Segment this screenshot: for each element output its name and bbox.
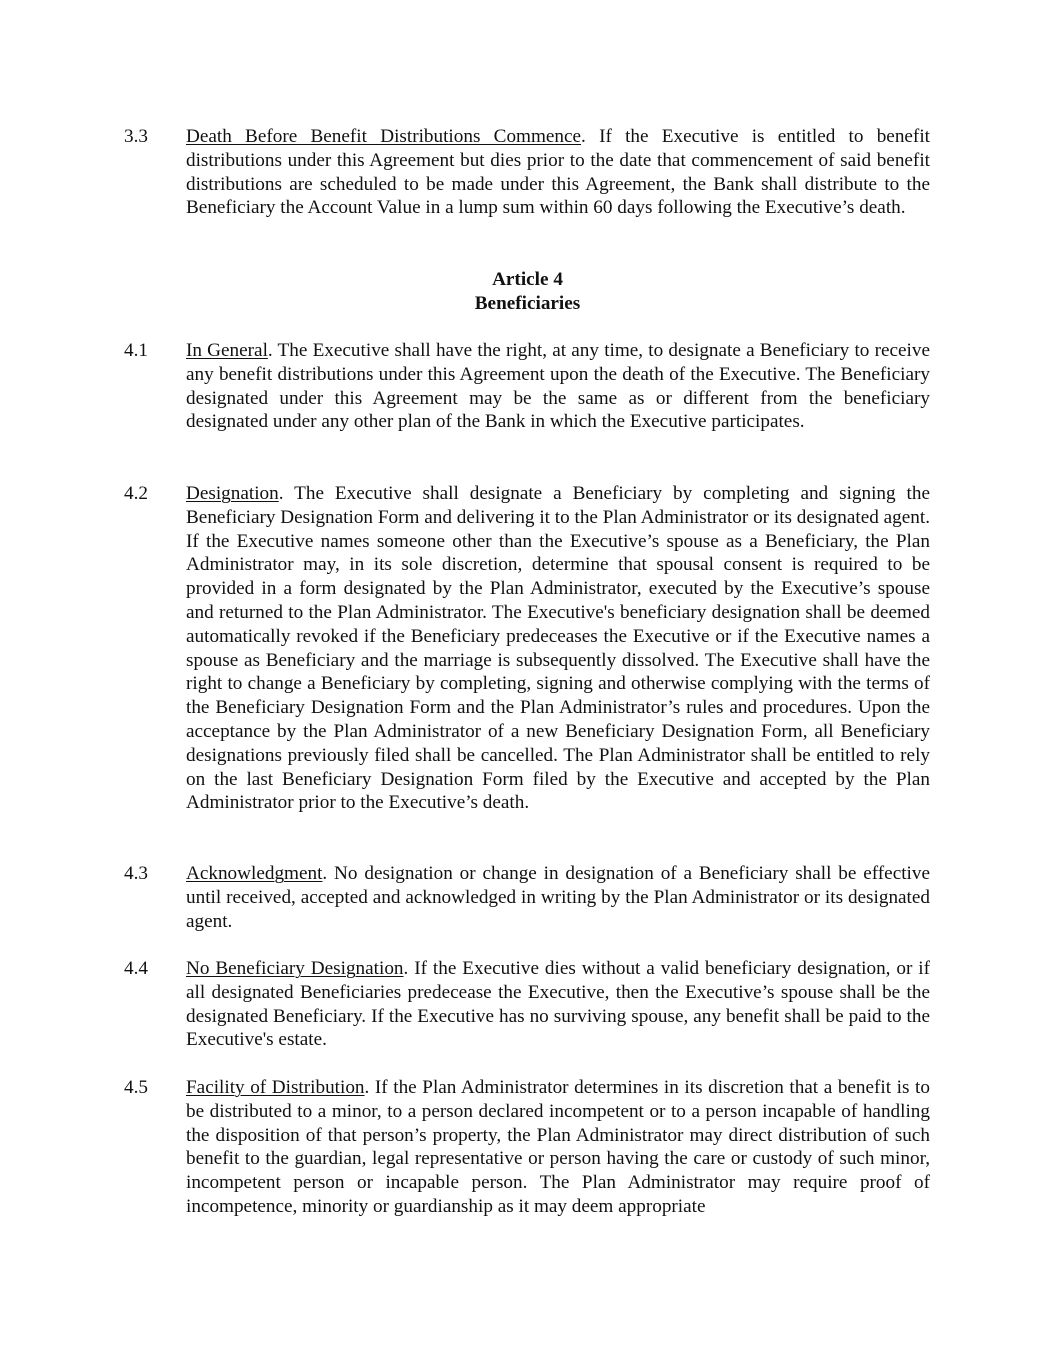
section-number: 4.2 — [124, 483, 148, 504]
section-body — [186, 339, 930, 434]
section-number: 3.3 — [124, 126, 148, 147]
section-number: 4.4 — [124, 958, 148, 979]
section-number: 4.3 — [124, 863, 148, 884]
section-text: . If the Executive is entitled to benefit distributions under this Agreement but dies prior to the date that commencement of said benefit distributions are scheduled to be made under this Agreement, the Bank shall distribute to the Beneficiary the Account Value in a lump sum within 60 days following the Executive’s death. — [186, 126, 930, 219]
section-text: . The Executive shall designate a Beneficiary by completing and signing the Beneficiary Designation Form and delivering it to the Plan Administrator or its designated agent. If the Executive names someone other than the Executive’s spouse as a Beneficiary, the Plan Administrator may, in its sole discretion, determine that spousal consent is required to be provided in a form designated by the Plan Administrator, executed by the Executive’s spouse and returned to the Plan Administrator. The Executive's beneficiary designation shall be deemed automatically revoked if the Beneficiary predeceases the Executive or if the Executive names a spouse as Beneficiary and the marriage is subsequently dissolved. The Executive shall have the right to change a Beneficiary by completing, signing and otherwise complying with the terms of the Beneficiary Designation Form and the Plan Administrator’s rules and procedures. Upon the acceptance by the Plan Administrator of a new Beneficiary Designation Form, all Beneficiary designations previously filed shall be cancelled. The Plan Administrator shall be entitled to rely on the last Beneficiary Designation Form filed by the Executive and accepted by the Plan Administrator prior to the Executive’s death. — [186, 483, 930, 814]
section-number: 4.1 — [124, 340, 148, 361]
article-title: Article 4 — [492, 269, 563, 290]
section-text: . No designation or change in designation of a Beneficiary shall be effective until received, accepted and acknowledged in writing by the Plan Administrator or its designated agent. — [186, 863, 930, 932]
section-3-3 — [124, 125, 930, 220]
section-body — [186, 862, 930, 933]
article-heading — [0, 268, 1055, 316]
section-4-5 — [124, 1076, 930, 1219]
section-body — [186, 482, 930, 815]
section-number: 4.5 — [124, 1077, 148, 1098]
section-text: . If the Plan Administrator determines in its discretion that a benefit is to be distributed to a minor, to a person declared incompetent or to a person incapable of handling the disposition of that person’s property, the Plan Administrator may direct distribution of such benefit to the guardian, legal representative or person having the care or custody of such minor, incompetent person or incapable person. The Plan Administrator may require proof of incompetence, minority or guardianship as it may deem appropriate — [186, 1077, 930, 1217]
section-body — [186, 1076, 930, 1219]
section-heading: No Beneficiary Designation — [186, 958, 404, 979]
section-4-2 — [124, 482, 930, 815]
section-heading: Death Before Benefit Distributions Commence — [186, 126, 582, 147]
section-heading: Designation — [186, 483, 279, 504]
section-4-1 — [124, 339, 930, 434]
section-4-4 — [124, 957, 930, 1052]
section-text: . If the Executive dies without a valid beneficiary designation, or if all designated Beneficiaries predecease the Executive, then the Executive’s spouse shall be the designated Beneficiary. If the Executive has no surviving spouse, any benefit shall be paid to the Executive's estate. — [186, 958, 931, 1051]
section-4-3 — [124, 862, 930, 933]
section-heading: Facility of Distribution — [186, 1077, 365, 1098]
article-subtitle: Beneficiaries — [474, 292, 581, 314]
section-text: . The Executive shall have the right, at any time, to designate a Beneficiary to receive any benefit distributions under this Agreement upon the death of the Executive. The Beneficiary designated under this Agreement may be the same as or different from the beneficiary designated under any other plan of the Bank in which the Executive participates. — [186, 340, 930, 433]
section-heading: Acknowledgment — [186, 863, 323, 884]
section-body — [186, 125, 930, 220]
section-body — [186, 957, 930, 1052]
section-heading: In General — [186, 340, 268, 361]
